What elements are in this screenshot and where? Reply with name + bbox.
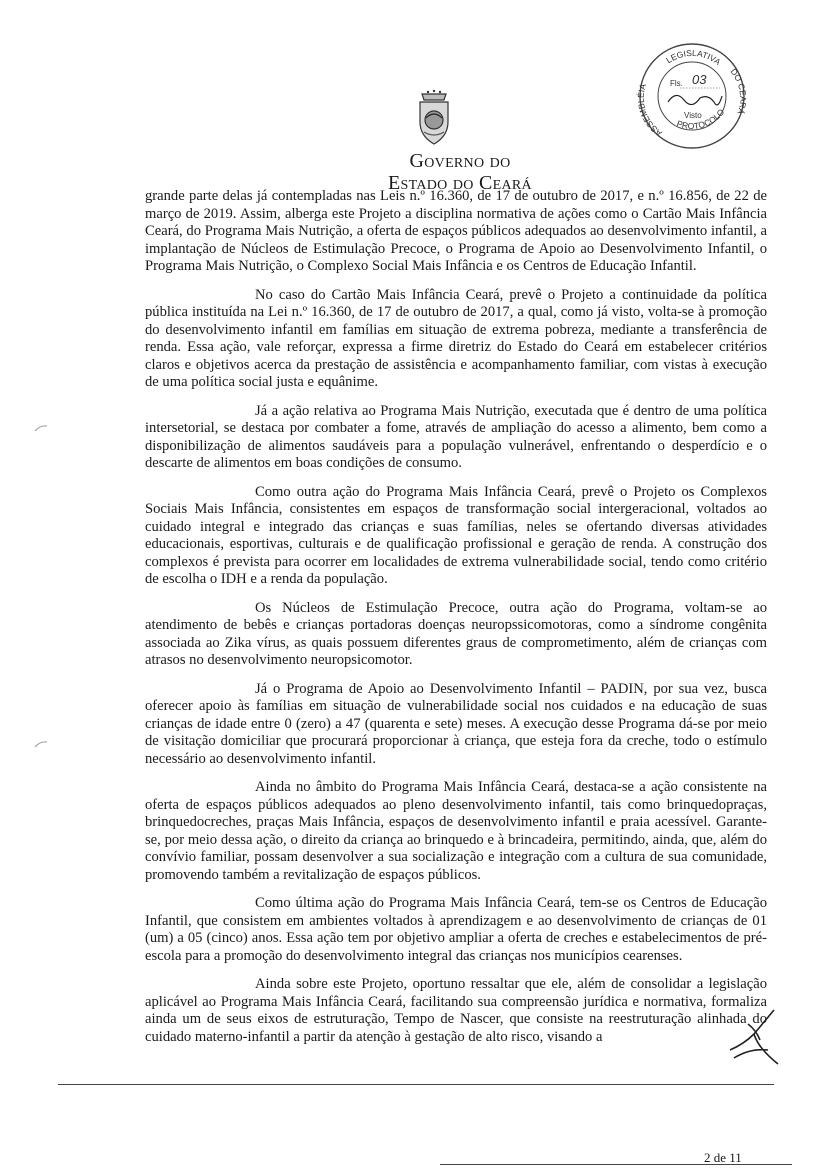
page-number: 2 de 11 (704, 1150, 742, 1165)
paragraph: Os Núcleos de Estimulação Precoce, outra ação do Programa, voltam-se ao atendimento de bebês e crianças portadoras doenças neuropssicomotoras, como a síndrome congênita associada ao Zika vírus, as quais possuem diferentes graus de comprometimento, além de crianças com atrasos no desenvolvimento neuropsicomotor. (145, 599, 767, 668)
paragraph: Como outra ação do Programa Mais Infância Ceará, prevê o Projeto os Complexos Sociais Mais Infância, consistentes em espaços de transformação social intergeracional, voltados ao cuidado integral e integrado das crianças e suas famílias, neles se ofertando diversas atividades educacionais, esportivas, culturais e de qualificação profissional e geração de renda. A construção dos complexos é prevista para ocorrer em localidades de extrema vulnerabilidade social, tendo como critério de escolha o IDH e a renda da população. (145, 483, 767, 587)
scan-mark (34, 424, 48, 432)
stamp-fls-label: Fls. (670, 79, 683, 88)
stamp-ring-left: ASSEMBLÉIA (636, 82, 664, 139)
stamp-fls-value: 03 (692, 72, 707, 87)
paragraph: Ainda no âmbito do Programa Mais Infância Ceará, destaca-se a ação consistente na oferta de espaços públicos adequados ao pleno desenvolvimento infantil, tais como brinquedopraças, brinquedocreches, praças Mais Infância, espaços de desenvolvimento infantil e praia acessível. Garante-se, por meio dessa ação, o direito da criança ao brinquedo e à brincadeira, permitindo, ainda, que, além do convívio familiar, possam desenvolver a sua socialização e integração com a cultura de sua comunidade, promovendo também a revitalização de espaços públicos. (145, 779, 767, 883)
stamp-ring-top: LEGISLATIVA (664, 47, 723, 68)
paragraph: Ainda sobre este Projeto, oportuno ressaltar que ele, além de consolidar a legislação aplicável ao Programa Mais Infância Ceará, facilitando sua compreensão jurídica e normativa, formaliza ainda um de seus eixos de estruturação, Tempo de Nascer, que consiste na reestruturação alinhada do cuidado materno-infantil a partir da atenção à gestação de alto risco, visando a (145, 976, 767, 1045)
paragraph: No caso do Cartão Mais Infância Ceará, prevê o Projeto a continuidade da política pública instituída na Lei n.º 16.360, de 17 de outubro de 2017, a qual, como já visto, volta-se à promoção do desenvolvimento infantil em famílias em situação de extrema pobreza, mediante a transferência de renda. Essa ação, vale reforçar, expressa a firme diretriz do Estado do Ceará em estabelecer critérios claros e objetivos acerca da prestação de assistência e acompanhamento familiar, com vistas à execução de uma política social justa e equânime. (145, 286, 767, 390)
paragraph: Já a ação relativa ao Programa Mais Nutrição, executada que é dentro de uma política intersetorial, se destaca por combater a fome, através de ampliação do acesso a alimento, bem como a disponibilização de alimentos saudáveis para a população vulnerável, enfrentando o desperdício e o descarte de alimentos em boas condições de consumo. (145, 402, 767, 471)
document-body (145, 188, 767, 1057)
paragraph: Já o Programa de Apoio ao Desenvolvimento Infantil – PADIN, por sua vez, busca oferecer apoio às famílias em situação de vulnerabilidade social nos cuidados e na educação de suas crianças de idade entre 0 (zero) a 47 (quarenta e sete) meses. A execução desse Programa dá-se por meio de visitação domiciliar que procurará proporcionar à criança, que esteja fora da creche, todo o estímulo necessário ao desenvolvimento infantil. (145, 680, 767, 767)
stamp-signature (668, 95, 722, 104)
scan-mark (34, 740, 48, 748)
stamp-ring-right: DO CEARÁ (728, 66, 748, 116)
stamp-ring-bottom: PROTOCOLO (675, 106, 727, 132)
header-line-1: Governo do (409, 150, 511, 172)
stamp-visto-label: Visto (684, 111, 702, 120)
protocol-stamp (636, 40, 748, 152)
initials-signature (724, 1004, 784, 1068)
paragraph: Como última ação do Programa Mais Infância Ceará, tem-se os Centros de Educação Infantil, que consistem em ambientes voltados à aprendizagem e ao desenvolvimento de crianças de 01 (um) a 05 (cinco) anos. Essa ação tem por objetivo ampliar a oferta de creches e estabelecimentos de pré-escola para a promoção do desenvolvimento integral das crianças nos municípios cearenses. (145, 895, 767, 964)
paragraph: grande parte delas já contempladas nas Leis n.º 16.360, de 17 de outubro de 2017, e n.º 16.856, de 22 de março de 2019. Assim, alberga este Projeto a disciplina normativa de ações como o Cartão Mais Infância Ceará, do Programa Mais Nutrição, a oferta de espaços públicos adequados ao desenvolvimento infantil, a implantação de Núcleos de Estimulação Precoce, o Programa de Apoio ao Desenvolvimento Infantil, o Programa Mais Nutrição, o Complexo Social Mais Infância e os Centros de Educação Infantil. (145, 188, 767, 274)
page-bottom-rule (440, 1164, 792, 1165)
state-coat-of-arms-icon (412, 88, 456, 148)
footer-divider (58, 1084, 774, 1085)
header-line-2: Estado do Ceará (388, 172, 532, 194)
